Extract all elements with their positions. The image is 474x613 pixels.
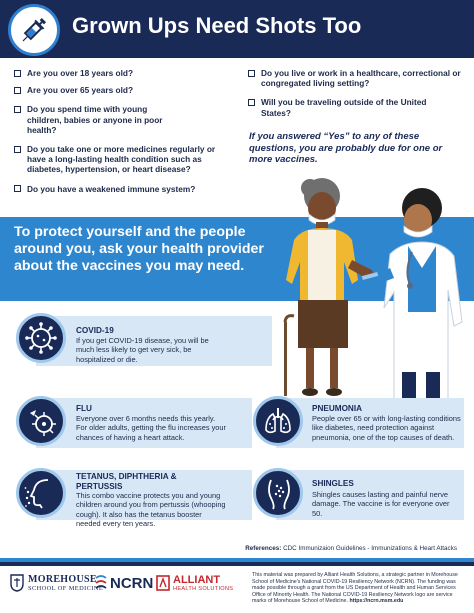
vaccine-description: If you get COVID-19 disease, you will be much less likely to get very sick, be hospitalized or die. [76,336,209,364]
morehouse-logo [10,574,103,592]
vaccine-title: PNEUMONIA [312,404,363,413]
checkbox[interactable] [248,70,255,77]
alliant-name: ALLIANT [173,574,221,586]
vaccine-title: COVID-19 [76,326,114,335]
pneumonia-icon-badge [253,396,303,446]
question-text: Do you spend time with young children, babies or anyone in poor health? [27,104,163,135]
ncrn-logo [94,574,153,592]
banner-text: To protect yourself and the people around you, ask your health provider about the vaccines you may need. [14,224,264,274]
question-item [14,68,242,78]
checkbox[interactable] [14,87,21,94]
shingles-icon-badge [253,468,303,518]
cough-icon [24,476,58,510]
footer-url-link[interactable]: https://ncrn.msm.edu [349,598,404,605]
vaccine-title: TETANUS, DIPHTHERIA & PERTUSSIS [76,472,177,491]
syringe-icon [16,12,52,48]
question-text: Do you take one or more medicines regularly or have a long-lasting health condition such as diabetes, hypertension, or heart disease? [27,144,216,175]
answer-note: If you answered “Yes” to any of these questions, you are probably due for one or more vaccines. [249,131,443,166]
alliant-subtitle: HEALTH SOLUTIONS [173,586,234,592]
question-item [14,184,242,194]
question-text: Are you over 65 years old? [27,85,134,96]
vaccine-description: This combo vaccine protects you and young children around you from pertussis (whooping cough). It also has the tetanus booster needed every ten years. [76,491,226,529]
covid-icon-badge [16,313,66,363]
question-item [14,104,184,135]
morehouse-seal-icon [10,574,24,592]
header-bar [0,0,474,58]
question-text: Will you be traveling outside of the United States? [261,97,427,118]
flu-icon-badge [16,396,66,446]
questions-right [248,68,468,125]
lungs-icon [261,404,295,438]
checkbox[interactable] [14,70,21,77]
vaccine-description: Shingles causes lasting and painful nerve damage. The vaccine is for everyone over 50. [312,490,450,518]
footer-note [252,572,466,605]
virus-icon [24,321,58,355]
question-text: Do you have a weakened immune system? [27,183,196,194]
alliant-mark-icon [156,575,170,591]
vaccine-title: SHINGLES [312,479,354,488]
question-item [14,85,242,95]
checkbox[interactable] [14,146,21,153]
ncrn-mark-icon [94,574,108,592]
flu-virus-icon [24,404,58,438]
question-item [248,68,468,88]
ncrn-wordmark: NCRN [110,574,154,592]
vaccine-title: FLU [76,404,92,413]
references-label: References: [245,545,282,552]
question-item [14,144,232,175]
checkbox[interactable] [248,99,255,106]
page-title: Grown Ups Need Shots Too [72,13,362,38]
vaccine-description: Everyone over 6 months needs this yearly. For older adults, getting the flu increases your chances of having a heart attack. [76,414,226,442]
nurse-figure [362,188,462,402]
tetanus-icon-badge [16,468,66,518]
morehouse-name: MOREHOUSE [28,574,97,585]
footer-note-text: This material was prepared by Alliant Health Solutions, a strategic partner in Morehouse School of Medicine's National COVID-19 Resiliency Network (NCRN). The funding was made possible through a grant from the US Department of Health and Human Services Office of Minority Health. The National COVID-19 Resiliency Network logo are service marks of Morehouse School of Medicine. [252,572,458,605]
illustration-nurse-patient [272,172,474,402]
rash-icon [261,476,295,510]
checkbox[interactable] [14,106,21,113]
vaccine-description: People over 65 or with long-lasting conditions like diabetes, need protection against pneumonia, one of the top causes of death. [312,414,461,442]
morehouse-subtitle: SCHOOL OF MEDICINE [28,585,104,592]
question-text: Do you live or work in a healthcare, correctional or congregated living setting? [261,68,461,89]
question-text: Are you over 18 years old? [27,68,134,78]
footer-divider [0,562,474,566]
references-text: CDC Immunizaion Guidelines - Immunizations & Heart Attacks [283,545,457,552]
question-item [248,97,448,117]
elderly-woman-figure [284,178,376,396]
checkbox[interactable] [14,185,21,192]
alliant-logo [156,574,233,592]
references [245,545,457,552]
questions-left [14,68,242,201]
header-badge [8,4,60,56]
